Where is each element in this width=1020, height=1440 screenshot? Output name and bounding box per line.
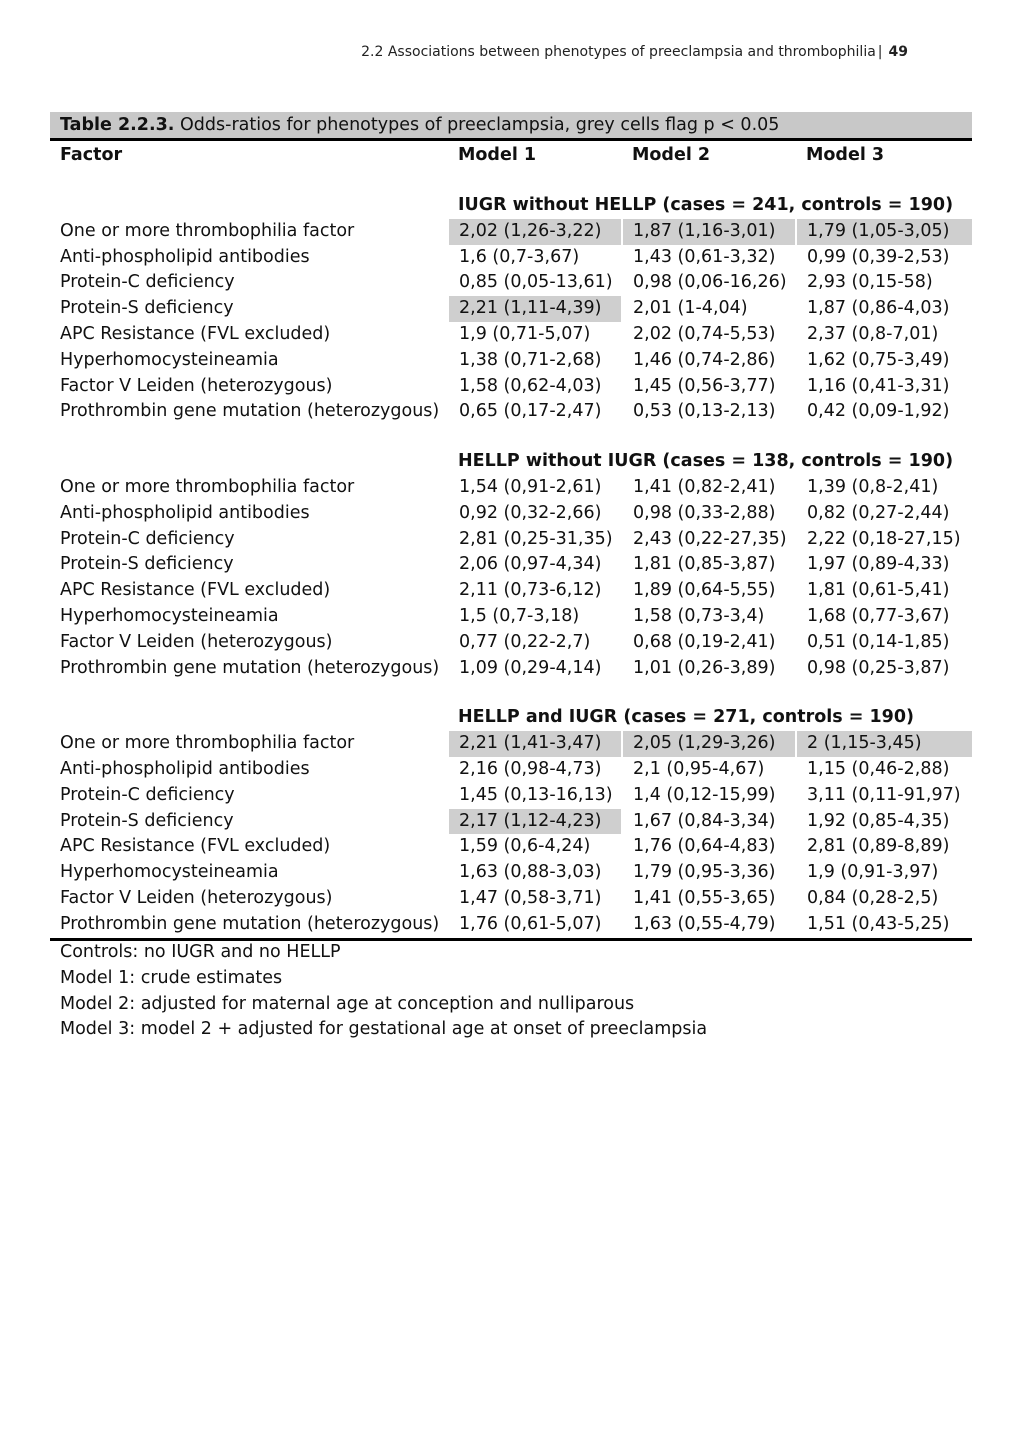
factor-cell: Anti-phospholipid antibodies <box>60 246 310 267</box>
table-row <box>50 578 972 604</box>
group-title: HELLP and IUGR (cases = 271, controls = 190) <box>458 707 915 728</box>
model-3-odds-ratio-cell: 2,22 (0,18-27,15) <box>796 527 972 553</box>
model-1-odds-ratio-cell: 1,47 (0,58-3,71) <box>448 886 622 912</box>
model-3-odds-ratio-cell: 1,9 (0,91-3,97) <box>796 860 972 886</box>
model-3-odds-ratio-cell: 1,39 (0,8-2,41) <box>796 475 972 501</box>
model-3-odds-ratio-cell: 1,16 (0,41-3,31) <box>796 374 972 400</box>
factor-cell: Anti-phospholipid antibodies <box>60 758 310 779</box>
factor-cell: Protein-S deficiency <box>60 554 234 575</box>
table-row <box>50 399 972 425</box>
spacer-cell <box>796 169 972 193</box>
model-1-odds-ratio-cell: 2,21 (1,41-3,47) <box>448 731 622 757</box>
model-2-odds-ratio-cell: 1,79 (0,95-3,36) <box>622 860 796 886</box>
table-row <box>50 783 972 809</box>
group-title-row <box>50 449 972 475</box>
model-2-odds-ratio-cell: 1,43 (0,61-3,32) <box>622 245 796 271</box>
table-row <box>50 374 972 400</box>
model-1-odds-ratio-cell: 1,6 (0,7-3,67) <box>448 245 622 271</box>
spacer-cell <box>796 681 972 705</box>
model-1-odds-ratio-cell: 1,38 (0,71-2,68) <box>448 348 622 374</box>
table-row <box>50 348 972 374</box>
model-2-odds-ratio-cell: 1,63 (0,55-4,79) <box>622 912 796 939</box>
factor-cell: Protein-S deficiency <box>60 810 234 831</box>
table-note: Model 1: crude estimates <box>60 967 283 988</box>
column-header-row <box>50 141 972 169</box>
model-1-odds-ratio-cell: 1,58 (0,62-4,03) <box>448 374 622 400</box>
table-row <box>50 296 972 322</box>
table-row <box>50 604 972 630</box>
model-2-odds-ratio-cell: 2,01 (1-4,04) <box>622 296 796 322</box>
factor-cell: Hyperhomocysteineamia <box>60 349 279 370</box>
column-header-factor: Factor <box>60 145 123 165</box>
spacer-cell <box>622 681 796 705</box>
model-3-odds-ratio-cell: 1,87 (0,86-4,03) <box>796 296 972 322</box>
table-row <box>50 912 972 939</box>
model-1-odds-ratio-cell: 1,9 (0,71-5,07) <box>448 322 622 348</box>
model-3-odds-ratio-cell: 1,92 (0,85-4,35) <box>796 809 972 835</box>
model-3-odds-ratio-cell: 2 (1,15-3,45) <box>796 731 972 757</box>
page-number: 49 <box>888 44 908 60</box>
group-title-empty-cell <box>50 193 448 219</box>
model-3-odds-ratio-cell: 0,82 (0,27-2,44) <box>796 501 972 527</box>
model-1-odds-ratio-cell: 1,45 (0,13-16,13) <box>448 783 622 809</box>
group-spacer-row <box>50 681 972 705</box>
table-notes <box>60 940 707 1043</box>
group-title-empty-cell <box>50 449 448 475</box>
spacer-cell <box>622 169 796 193</box>
factor-cell: APC Resistance (FVL excluded) <box>60 323 331 344</box>
factor-cell: Prothrombin gene mutation (heterozygous) <box>50 912 448 939</box>
model-2-odds-ratio-cell: 0,98 (0,06-16,26) <box>622 270 796 296</box>
table-row <box>50 886 972 912</box>
model-1-odds-ratio-cell: 1,59 (0,6-4,24) <box>448 834 622 860</box>
model-1-odds-ratio-cell: 1,09 (0,29-4,14) <box>448 656 622 682</box>
model-2-odds-ratio-cell: 2,43 (0,22-27,35) <box>622 527 796 553</box>
table-note: Controls: no IUGR and no HELLP <box>60 942 341 962</box>
model-2-odds-ratio-cell: 1,58 (0,73-3,4) <box>622 604 796 630</box>
group-spacer-row <box>50 169 972 193</box>
model-1-odds-ratio-cell: 2,17 (1,12-4,23) <box>448 809 622 835</box>
factor-cell: One or more thrombophilia factor <box>60 733 355 754</box>
model-1-odds-ratio-cell: 2,02 (1,26-3,22) <box>448 219 622 245</box>
factor-cell: Protein-C deficiency <box>60 272 235 293</box>
factor-cell: Prothrombin gene mutation (heterozygous) <box>60 401 440 422</box>
model-2-odds-ratio-cell: 1,46 (0,74-2,86) <box>622 348 796 374</box>
model-3-odds-ratio-cell: 1,15 (0,46-2,88) <box>796 757 972 783</box>
spacer-cell <box>796 425 972 449</box>
factor-cell: APC Resistance (FVL excluded) <box>60 580 331 601</box>
model-2-odds-ratio-cell: 1,67 (0,84-3,34) <box>622 809 796 835</box>
model-3-odds-ratio-cell: 0,84 (0,28-2,5) <box>796 886 972 912</box>
model-2-odds-ratio-cell: 0,68 (0,19-2,41) <box>622 630 796 656</box>
model-2-odds-ratio-cell: 1,4 (0,12-15,99) <box>622 783 796 809</box>
model-3-odds-ratio-cell: 3,11 (0,11-91,97) <box>796 783 972 809</box>
model-1-odds-ratio-cell: 1,63 (0,88-3,03) <box>448 860 622 886</box>
table-row <box>50 219 972 245</box>
odds-ratio-table <box>50 141 972 941</box>
odds-ratio-table-container <box>50 112 972 941</box>
model-3-odds-ratio-cell: 1,62 (0,75-3,49) <box>796 348 972 374</box>
factor-cell: Hyperhomocysteineamia <box>60 862 279 883</box>
model-2-odds-ratio-cell: 2,02 (0,74-5,53) <box>622 322 796 348</box>
spacer-cell <box>448 169 622 193</box>
table-caption <box>50 112 972 141</box>
model-2-odds-ratio-cell: 2,05 (1,29-3,26) <box>622 731 796 757</box>
model-1-odds-ratio-cell: 1,54 (0,91-2,61) <box>448 475 622 501</box>
group-title-row <box>50 193 972 219</box>
model-3-odds-ratio-cell: 0,42 (0,09-1,92) <box>796 399 972 425</box>
model-2-odds-ratio-cell: 1,01 (0,26-3,89) <box>622 656 796 682</box>
group-title-empty-cell <box>50 705 448 731</box>
table-row <box>50 757 972 783</box>
model-1-odds-ratio-cell: 2,16 (0,98-4,73) <box>448 757 622 783</box>
model-3-odds-ratio-cell: 0,98 (0,25-3,87) <box>796 656 972 682</box>
model-2-odds-ratio-cell: 1,81 (0,85-3,87) <box>622 552 796 578</box>
factor-cell: Prothrombin gene mutation (heterozygous) <box>60 657 440 678</box>
model-1-odds-ratio-cell: 2,11 (0,73-6,12) <box>448 578 622 604</box>
table-row <box>50 630 972 656</box>
table-caption-label: Table 2.2.3. <box>60 115 175 135</box>
spacer-cell <box>50 681 448 705</box>
model-2-odds-ratio-cell: 1,45 (0,56-3,77) <box>622 374 796 400</box>
group-spacer-row <box>50 425 972 449</box>
running-header <box>361 44 908 60</box>
column-header-model-3: Model 3 <box>806 145 885 165</box>
table-row <box>50 322 972 348</box>
model-3-odds-ratio-cell: 2,37 (0,8-7,01) <box>796 322 972 348</box>
model-2-odds-ratio-cell: 1,41 (0,55-3,65) <box>622 886 796 912</box>
factor-cell: APC Resistance (FVL excluded) <box>60 836 331 857</box>
factor-cell: Protein-C deficiency <box>60 784 235 805</box>
table-caption-text: Odds-ratios for phenotypes of preeclampsia, grey cells flag p < 0.05 <box>180 115 780 135</box>
table-body <box>50 169 972 939</box>
table-row <box>50 552 972 578</box>
model-3-odds-ratio-cell: 1,97 (0,89-4,33) <box>796 552 972 578</box>
model-1-odds-ratio-cell: 0,65 (0,17-2,47) <box>448 399 622 425</box>
factor-cell: Factor V Leiden (heterozygous) <box>60 631 333 652</box>
model-1-odds-ratio-cell: 0,92 (0,32-2,66) <box>448 501 622 527</box>
table-note: Model 2: adjusted for maternal age at conception and nulliparous <box>60 993 635 1014</box>
column-header-model-1: Model 1 <box>458 145 537 165</box>
model-3-odds-ratio-cell: 1,68 (0,77-3,67) <box>796 604 972 630</box>
model-3-odds-ratio-cell: 2,81 (0,89-8,89) <box>796 834 972 860</box>
group-title: IUGR without HELLP (cases = 241, controls = 190) <box>458 195 954 215</box>
factor-cell: Protein-S deficiency <box>60 298 234 319</box>
factor-cell: Factor V Leiden (heterozygous) <box>60 375 333 396</box>
model-3-odds-ratio-cell: 1,79 (1,05-3,05) <box>796 219 972 245</box>
group-title-row <box>50 705 972 731</box>
model-2-odds-ratio-cell: 1,41 (0,82-2,41) <box>622 475 796 501</box>
spacer-cell <box>50 425 448 449</box>
model-2-odds-ratio-cell: 1,87 (1,16-3,01) <box>622 219 796 245</box>
factor-cell: Hyperhomocysteineamia <box>60 605 279 626</box>
table-row <box>50 731 972 757</box>
model-2-odds-ratio-cell: 1,76 (0,64-4,83) <box>622 834 796 860</box>
table-row <box>50 501 972 527</box>
model-2-odds-ratio-cell: 0,98 (0,33-2,88) <box>622 501 796 527</box>
model-3-odds-ratio-cell: 1,51 (0,43-5,25) <box>796 912 972 939</box>
model-1-odds-ratio-cell: 1,76 (0,61-5,07) <box>448 912 622 939</box>
table-row <box>50 475 972 501</box>
spacer-cell <box>622 425 796 449</box>
model-1-odds-ratio-cell: 2,81 (0,25-31,35) <box>448 527 622 553</box>
model-1-odds-ratio-cell: 0,85 (0,05-13,61) <box>448 270 622 296</box>
model-1-odds-ratio-cell: 1,5 (0,7-3,18) <box>448 604 622 630</box>
factor-cell: Protein-C deficiency <box>60 528 235 549</box>
table-row <box>50 245 972 271</box>
factor-cell: Factor V Leiden (heterozygous) <box>60 887 333 908</box>
model-1-odds-ratio-cell: 0,77 (0,22-2,7) <box>448 630 622 656</box>
column-header-model-2: Model 2 <box>632 145 711 165</box>
table-row <box>50 527 972 553</box>
table-row <box>50 270 972 296</box>
model-1-odds-ratio-cell: 2,21 (1,11-4,39) <box>448 296 622 322</box>
model-3-odds-ratio-cell: 0,51 (0,14-1,85) <box>796 630 972 656</box>
table-row <box>50 809 972 835</box>
model-2-odds-ratio-cell: 0,53 (0,13-2,13) <box>622 399 796 425</box>
factor-cell: One or more thrombophilia factor <box>60 220 355 241</box>
model-3-odds-ratio-cell: 1,81 (0,61-5,41) <box>796 578 972 604</box>
table-row <box>50 656 972 682</box>
model-1-odds-ratio-cell: 2,06 (0,97-4,34) <box>448 552 622 578</box>
factor-cell: One or more thrombophilia factor <box>60 476 355 497</box>
model-2-odds-ratio-cell: 2,1 (0,95-4,67) <box>622 757 796 783</box>
table-note: Model 3: model 2 + adjusted for gestational age at onset of preeclampsia <box>60 1019 708 1040</box>
model-3-odds-ratio-cell: 0,99 (0,39-2,53) <box>796 245 972 271</box>
running-header-separator: | <box>877 44 883 60</box>
table-row <box>50 834 972 860</box>
running-header-title: 2.2 Associations between phenotypes of preeclampsia and thrombophilia <box>361 44 876 60</box>
spacer-cell <box>50 169 448 193</box>
factor-cell: Anti-phospholipid antibodies <box>60 502 310 523</box>
model-3-odds-ratio-cell: 2,93 (0,15-58) <box>796 270 972 296</box>
table-row <box>50 860 972 886</box>
spacer-cell <box>448 425 622 449</box>
model-2-odds-ratio-cell: 1,89 (0,64-5,55) <box>622 578 796 604</box>
spacer-cell <box>448 681 622 705</box>
group-title: HELLP without IUGR (cases = 138, controls = 190) <box>458 451 954 472</box>
